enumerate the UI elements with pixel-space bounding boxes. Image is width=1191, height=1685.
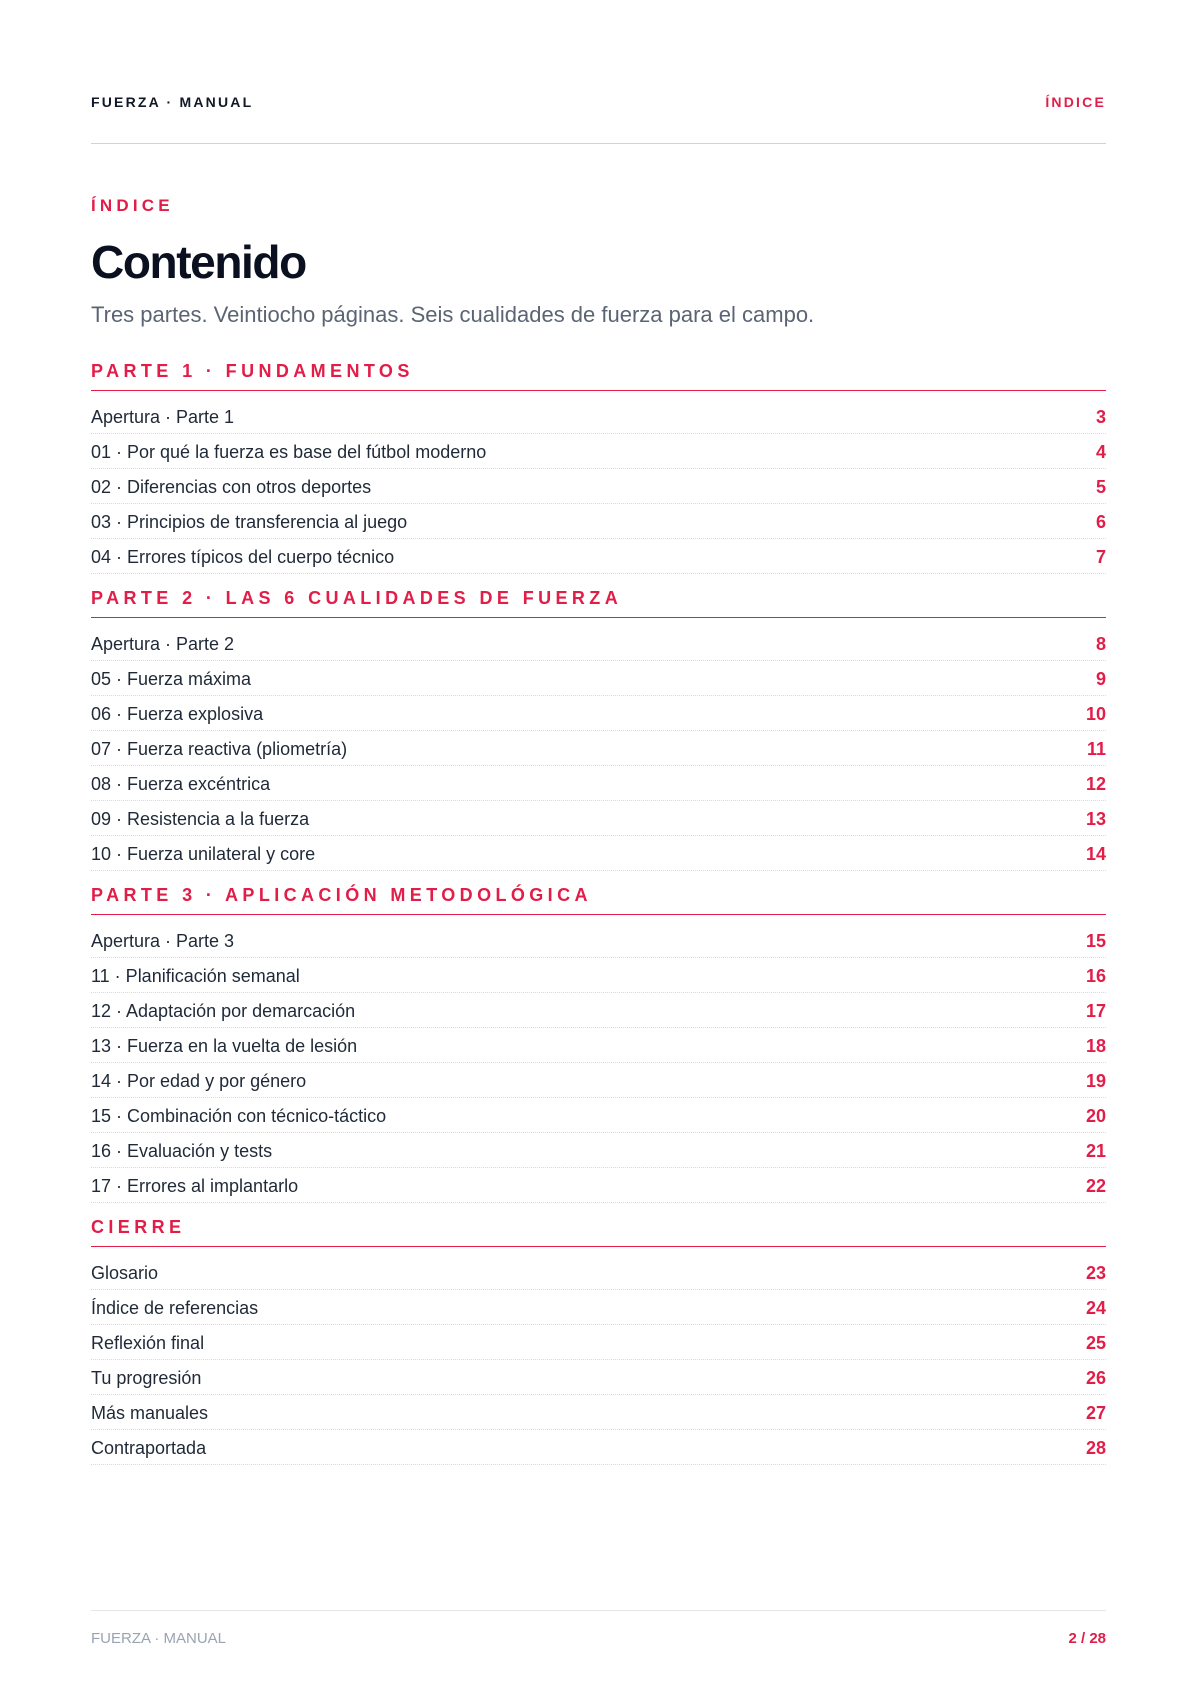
toc-entry[interactable] — [91, 1325, 1106, 1360]
toc-entry[interactable] — [91, 836, 1106, 871]
toc-entry[interactable] — [91, 1168, 1106, 1203]
toc-part — [91, 883, 1106, 1203]
toc-entry-page-number: 21 — [1085, 1141, 1106, 1161]
toc-entry-title: 13 · Fuerza en la vuelta de lesión — [91, 1036, 358, 1056]
header-brand: FUERZA · MANUAL — [91, 94, 254, 110]
toc-entry-title: 14 · Por edad y por género — [91, 1071, 307, 1091]
toc-entry-title: 16 · Evaluación y tests — [91, 1141, 273, 1161]
footer-brand: FUERZA · MANUAL — [91, 1630, 227, 1647]
toc-entry[interactable] — [91, 958, 1106, 993]
toc-entry-title: 11 · Planificación semanal — [91, 966, 300, 986]
toc-entry-title: Apertura · Parte 2 — [91, 634, 235, 654]
toc-entry[interactable] — [91, 1430, 1106, 1465]
toc-entry[interactable] — [91, 1395, 1106, 1430]
toc-entry[interactable] — [91, 801, 1106, 836]
toc-entry[interactable] — [91, 1360, 1106, 1395]
toc-entry-page-number: 9 — [1095, 669, 1106, 689]
page-subtitle: Tres partes. Veintiocho páginas. Seis cualidades de fuerza para el campo. — [91, 302, 815, 327]
toc-entry-page-number: 27 — [1085, 1403, 1106, 1423]
toc-entry-page-number: 24 — [1085, 1298, 1106, 1318]
toc-part-heading: CIERRE — [91, 1215, 1106, 1247]
toc-entry-page-number: 15 — [1085, 931, 1106, 951]
toc-entry-page-number: 18 — [1085, 1036, 1106, 1056]
footer-divider — [91, 1610, 1106, 1611]
toc-entry-title: 03 · Principios de transferencia al juego — [91, 512, 408, 532]
toc-entry[interactable] — [91, 504, 1106, 539]
toc-entry[interactable] — [91, 434, 1106, 469]
toc-entry-page-number: 10 — [1085, 704, 1106, 724]
toc-entry[interactable] — [91, 539, 1106, 574]
toc-entry-title: 09 · Resistencia a la fuerza — [91, 809, 310, 829]
toc-entry-title: 15 · Combinación con técnico-táctico — [91, 1106, 387, 1126]
running-header — [91, 94, 1106, 112]
toc-entry-title: Apertura · Parte 1 — [91, 407, 235, 427]
toc-part — [91, 1215, 1106, 1465]
toc-entry-page-number: 14 — [1085, 844, 1106, 864]
toc-entry-page-number: 12 — [1085, 774, 1106, 794]
toc-entry[interactable] — [91, 993, 1106, 1028]
toc-entry-title: Más manuales — [91, 1403, 209, 1423]
toc-entry-title: 04 · Errores típicos del cuerpo técnico — [91, 547, 395, 567]
toc-entry-title: Índice de referencias — [91, 1298, 259, 1318]
toc-entry-page-number: 22 — [1085, 1176, 1106, 1196]
table-of-contents — [91, 359, 1106, 1477]
toc-entry-title: 01 · Por qué la fuerza es base del fútbol moderno — [91, 442, 487, 462]
toc-part-heading: PARTE 3 · APLICACIÓN METODOLÓGICA — [91, 883, 1106, 915]
toc-entry-title: Reflexión final — [91, 1333, 205, 1353]
toc-entry[interactable] — [91, 923, 1106, 958]
manual-page — [91, 0, 1106, 1685]
toc-entry-page-number: 4 — [1095, 442, 1106, 462]
toc-entry-title: 06 · Fuerza explosiva — [91, 704, 264, 724]
toc-entry-page-number: 28 — [1085, 1438, 1106, 1458]
toc-entry[interactable] — [91, 399, 1106, 434]
toc-entry-page-number: 6 — [1095, 512, 1106, 532]
toc-entry[interactable] — [91, 1028, 1106, 1063]
toc-entry-page-number: 19 — [1085, 1071, 1106, 1091]
toc-entry-title: Apertura · Parte 3 — [91, 931, 235, 951]
toc-part — [91, 359, 1106, 574]
toc-entry-page-number: 13 — [1085, 809, 1106, 829]
page-eyebrow: ÍNDICE — [91, 196, 174, 215]
toc-entry[interactable] — [91, 1098, 1106, 1133]
toc-entry[interactable] — [91, 766, 1106, 801]
toc-entry-title: 05 · Fuerza máxima — [91, 669, 252, 689]
toc-entry[interactable] — [91, 731, 1106, 766]
toc-entry-page-number: 8 — [1095, 634, 1106, 654]
header-divider — [91, 143, 1106, 144]
toc-entry-title: 12 · Adaptación por demarcación — [91, 1001, 356, 1021]
toc-entry-page-number: 11 — [1086, 739, 1106, 759]
toc-entry[interactable] — [91, 696, 1106, 731]
toc-part-heading: PARTE 1 · FUNDAMENTOS — [91, 359, 1106, 391]
toc-entry-title: 08 · Fuerza excéntrica — [91, 774, 271, 794]
page-counter: 2 / 28 — [1068, 1630, 1106, 1647]
toc-entry-page-number: 3 — [1095, 407, 1106, 427]
toc-entry[interactable] — [91, 1133, 1106, 1168]
toc-entry-page-number: 26 — [1085, 1368, 1106, 1388]
toc-entry-title: Glosario — [91, 1263, 159, 1283]
toc-entry-page-number: 5 — [1095, 477, 1106, 497]
toc-entry-title: 07 · Fuerza reactiva (pliometría) — [91, 739, 348, 759]
toc-entry[interactable] — [91, 661, 1106, 696]
toc-entry-title: Contraportada — [91, 1438, 207, 1458]
toc-entry-title: 02 · Diferencias con otros deportes — [91, 477, 372, 497]
toc-entry-title: 17 · Errores al implantarlo — [91, 1176, 299, 1196]
toc-entry[interactable] — [91, 469, 1106, 504]
header-section-tag: ÍNDICE — [1045, 94, 1106, 110]
toc-entry-page-number: 17 — [1085, 1001, 1106, 1021]
toc-entry-title: Tu progresión — [91, 1368, 202, 1388]
toc-entry[interactable] — [91, 626, 1106, 661]
toc-part — [91, 586, 1106, 871]
toc-entry[interactable] — [91, 1255, 1106, 1290]
toc-part-heading: PARTE 2 · LAS 6 CUALIDADES DE FUERZA — [91, 586, 1106, 618]
toc-entry[interactable] — [91, 1063, 1106, 1098]
toc-entry-title: 10 · Fuerza unilateral y core — [91, 844, 316, 864]
page-title: Contenido — [91, 236, 306, 288]
toc-entry-page-number: 25 — [1085, 1333, 1106, 1353]
toc-entry-page-number: 20 — [1085, 1106, 1106, 1126]
toc-entry-page-number: 16 — [1085, 966, 1106, 986]
toc-entry-page-number: 7 — [1095, 547, 1106, 567]
toc-entry-page-number: 23 — [1085, 1263, 1106, 1283]
toc-entry[interactable] — [91, 1290, 1106, 1325]
